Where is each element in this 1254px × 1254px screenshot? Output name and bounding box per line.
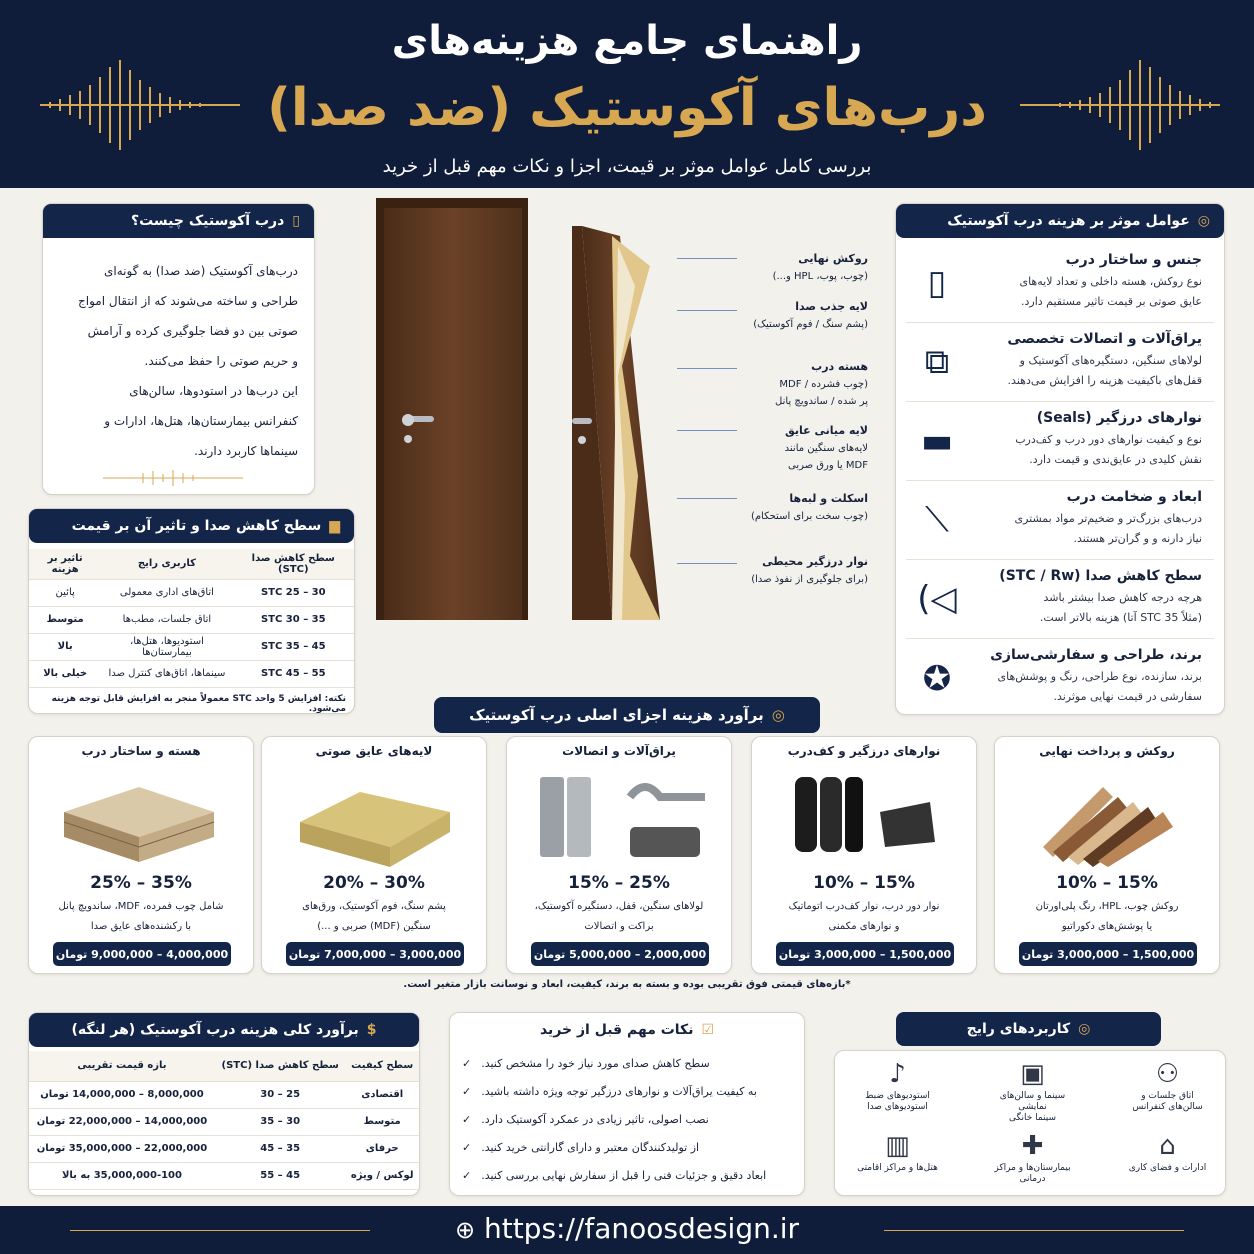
callout-line [677,310,737,311]
total-cell: 45 – 55 [215,1162,345,1189]
door-label-desc: (چوب سخت برای استحکام) [750,511,868,522]
factor-title: سطح کاهش صدا (STC / Rw) [999,568,1202,584]
cinema-icon: ▣ [1020,1059,1045,1089]
hotel-icon: ▥ [885,1131,910,1161]
stc-card [28,508,355,714]
part-title: لایه‌های عایق صوتی [315,744,433,758]
part-card [751,736,977,974]
stc-note: نکته: افزایش 5 واحد STC معمولاً منجر به افزایش قابل توجه هزینه می‌شود. [51,693,346,714]
check-icon: ✓ [462,1168,472,1182]
tips-card [449,1012,805,1196]
total-cell: 8,000,000 – 14,000,000 تومان [29,1081,215,1108]
title-line-2: درب‌های آکوستیک (ضد صدا) [267,78,987,138]
part-desc [752,897,976,937]
stc-col-header: کاربری رایج [101,549,232,579]
factor-desc: هرچه درجه کاهش صدا بیشتر باشد [1043,591,1202,604]
stc-col-header: تاثیر بر هزینه [29,549,101,579]
part-card [506,736,732,974]
factor-title: یراق‌آلات و اتصالات تخصصی [1007,331,1202,347]
what-is-header [43,204,314,238]
use-item [1120,1129,1215,1189]
factor-title: نوارهای درزگیر (Seals) [1036,410,1202,426]
door-label [785,422,868,474]
factors-header [896,204,1224,238]
door-label-title: نوار درزگیر محیطی [762,555,868,568]
stc-cell: سینماها، اتاق‌های کنترل صدا [101,660,232,687]
table-row [29,1108,419,1135]
factor-desc: (مثلاً STC 35 آتا) هزینه بالاتر است. [1039,611,1202,624]
check-icon: ✓ [462,1140,472,1154]
stc-cell: پائین [29,579,101,606]
tips-header [450,1013,804,1047]
part-desc-line: یا پوشش‌های دکوراتیو [1061,921,1153,932]
factor-title: برند، طراحی و سفارشی‌سازی [990,647,1202,663]
door-label-desc: (چوب، پوب، HPL و...) [772,271,868,282]
factors-card [895,203,1225,715]
total-cell: اقتصادی [345,1081,419,1108]
stc-header-row [29,549,354,579]
factor-desc: عایق صوتی بر قیمت تاثیر مستقیم دارد. [1020,295,1202,308]
total-col-header: بازه قیمت تقریبی [29,1051,215,1081]
use-label: هتل‌ها و مراکز اقامتی [857,1163,938,1173]
hinge-icon: ⧉ [924,342,950,382]
factor-title: جنس و ساختار درب [1065,252,1202,268]
total-card [28,1012,420,1196]
header-banner [0,0,1254,188]
meeting-icon: ⚇ [1155,1059,1180,1089]
stc-cell: اتاق‌های اداری معمولی [101,579,232,606]
check-icon: ✓ [462,1084,472,1098]
door-label-desc: (پشم سنگ / فوم آکوستیک) [753,319,868,330]
part-desc [29,897,253,937]
part-desc-line: لولاهای سنگین، قفل، دستگیره آکوستیک، [534,901,704,912]
title-line-1: راهنمای جامع هزینه‌های [391,18,863,64]
globe-icon: ⊕ [454,1216,476,1244]
part-desc-line: پشم سنگ، فوم آکوستیک، ورق‌های [302,901,446,912]
veneer-samples-icon [1033,767,1183,867]
seal-strips-icon [790,767,940,867]
total-cell: 30 – 35 [215,1108,345,1135]
door-label-title: هسته درب [811,360,868,373]
use-item [1120,1057,1215,1117]
stc-cell: STC 30 – 35 [233,606,354,633]
use-label: سینما و سالن‌های نمایشی سینما خانگی [999,1091,1066,1123]
what-is-title: درب آکوستیک چیست؟ [130,213,285,229]
door-label-title: لایه میانی عایق [784,424,868,437]
part-desc [262,897,486,937]
list-item [462,1133,792,1161]
parts-footnote: *بازه‌های قیمتی فوق تقریبی بوده و بسته به برند، کیفیت، ابعاد و نوسانت بازار متغیر است. [403,979,851,990]
check-icon: ✓ [462,1112,472,1126]
stc-table [29,549,354,688]
door-label [775,358,868,410]
total-cell: 22,000,000 – 35,000,000 تومان [29,1135,215,1162]
tip-text: به کیفیت یراق‌آلات و نوارهای درزگیر توجه ویژه داشته باشید. [481,1084,757,1098]
door-label [751,490,868,525]
part-card [261,736,487,974]
footer-link[interactable] [0,1212,1254,1245]
door-label-title: اسکلت و لبه‌ها [789,492,868,505]
total-title: برآورد کلی هزینه درب آکوستیک (هر لنگه) [71,1022,359,1038]
stc-col-header: سطح کاهش صدا (STC) [233,549,354,579]
table-row [29,1135,419,1162]
table-row [29,1081,419,1108]
total-col-header: سطح کیفیت [345,1051,419,1081]
door-label-desc: لایه‌های سنگین مانند MDF یا ورق صربی [784,443,868,471]
list-item [462,1077,792,1105]
total-cell: لوکس / ویژه [345,1162,419,1189]
table-row [29,1162,419,1189]
parts-title: برآورد هزینه اجزای اصلی درب آکوستیک [469,706,764,724]
list-item [462,1161,792,1189]
board-stack-icon [59,767,219,867]
what-is-line: صوتی بین دو فضا جلوگیری کرده و آرامش [87,324,298,338]
part-price: 4,000,000 – 9,000,000 تومان [53,942,231,966]
part-desc [507,897,731,937]
tip-text: ابعاد دقیق و جزئیات فنی را قبل از سفارش نهایی بررسی کنید. [481,1168,767,1182]
part-title: هسته و ساختار درب [81,744,201,758]
bar-chart-icon: ▆ [329,518,340,534]
total-header [29,1013,419,1047]
office-icon: ⌂ [1159,1131,1176,1161]
sound-icon: ◁) [917,579,957,619]
what-is-text [43,238,314,466]
callout-line [677,563,737,564]
factor-title: ابعاد و ضخامت درب [1066,489,1202,505]
total-cell: 35,000,000-100 به بالا [29,1162,215,1189]
coins-icon: ◎ [771,706,785,724]
part-desc-line: روکش چوب، HPL، رنگ پلی‌اورتان [1035,901,1179,912]
total-table [29,1051,419,1190]
door-label-title: لایه جذب صدا [795,300,868,313]
uses-title: کاربردهای رایج [966,1021,1071,1037]
part-percent: 15% – 25% [568,873,670,893]
part-percent: 10% – 15% [813,873,915,893]
factors-list [906,244,1214,714]
total-col-header: سطح کاهش صدا (STC) [215,1051,345,1081]
coins-icon: ◎ [1197,213,1210,229]
part-percent: 25% – 35% [90,873,192,893]
door-label-desc: (چوب فشرده / MDF پر شده / ساندویچ پانل [775,379,868,407]
part-price: 2,000,000 – 5,000,000 تومان [531,942,709,966]
stc-cell: اتاق جلسات، مطب‌ها [101,606,232,633]
callout-line [677,430,737,431]
part-desc-line: براکت و اتصالات [584,921,654,932]
part-card [28,736,254,974]
stc-cell: بالا [29,633,101,660]
checklist-icon: ☑ [701,1022,715,1038]
tips-title: نکات مهم قبل از خرید [539,1022,694,1038]
callout-line [677,368,737,369]
what-is-line: سینماها کاربرد دارند. [194,444,298,458]
tips-list [450,1047,804,1189]
stc-cell: متوسط [29,606,101,633]
factor-desc: لولاهای سنگین، دستگیره‌های آکوستیک و [1019,354,1202,367]
stc-cell: STC 35 – 45 [233,633,354,660]
factor-desc: نیاز دارنه و و گران‌تر هستند. [1073,532,1202,545]
table-row [29,579,354,606]
part-desc-line: سنگین (MDF) صربی و ...) [317,921,431,932]
use-label: اتاق جلسات و سالن‌های کنفرانس [1132,1091,1203,1112]
table-row [29,660,354,687]
part-desc-line: با رکشنده‌های عایق صدا [90,921,192,932]
use-item [850,1129,945,1189]
total-cell: 35 – 45 [215,1135,345,1162]
money-bag-icon: $ [366,1022,377,1038]
footer [0,1206,1254,1254]
callout-line [677,258,737,259]
stc-cell: STC 25 – 30 [233,579,354,606]
use-label: استودیوهای ضبط استودیوهای صدا [865,1091,930,1112]
part-price: 1,500,000 – 3,000,000 تومان [776,942,954,966]
callout-line [677,498,737,499]
what-is-line: این درب‌ها در استودوها، سالن‌های [129,384,298,398]
factor-desc: قفل‌های باکیفیت هزینه را افزایش می‌دهند. [1007,374,1202,387]
list-item [906,639,1214,718]
what-is-line: درب‌های آکوستیک (ضد صدا) به گونه‌ای [103,264,298,278]
list-item [906,402,1214,481]
total-cell: حرفای [345,1135,419,1162]
hospital-icon: ✚ [1021,1131,1044,1161]
parts-header [434,697,820,733]
check-icon: ✓ [462,1056,472,1070]
hardware-icon [535,767,705,867]
part-desc-line: شامل چوب فمرده، MDF، ساندویچ پانل [58,901,224,912]
factor-desc: برند، سازنده، نوع طراحی، رنگ و پوشش‌های [997,670,1202,683]
factor-desc: سفارشی در قیمت نهایی موثرند. [1053,690,1202,703]
uses-card [834,1050,1226,1196]
total-cell: 25 – 30 [215,1081,345,1108]
door-label [773,250,868,285]
what-is-line: طراحی و ساخته می‌شوند که از انتقال امواج [78,294,298,308]
list-item [906,560,1214,639]
door-icon: ▯ [927,263,947,303]
what-is-line: و حریم صوتی را حفظ می‌کنند. [144,354,298,368]
what-is-card [42,203,315,495]
uses-header [896,1012,1161,1046]
insulation-icon [300,767,450,867]
door-label-title: روکش نهایی [798,252,868,265]
table-row [29,606,354,633]
part-price: 1,500,000 – 3,000,000 تومان [1019,942,1197,966]
use-item [850,1057,945,1117]
stc-cell: STC 45 – 55 [233,660,354,687]
part-percent: 10% – 15% [1056,873,1158,893]
footer-url[interactable]: https://fanoosdesign.ir [483,1212,800,1245]
use-label: بیمارستان‌ها و مراکز درمانی [994,1163,1071,1184]
target-icon: ◎ [1078,1021,1091,1037]
stc-header [29,509,354,543]
tip-text: نصب اصولی، تاثیر زیادی در عمکرد آکوستیک دارد. [481,1112,709,1126]
door-label [751,553,868,588]
stc-cell: خیلی بالا [29,660,101,687]
microphone-icon: ♪ [889,1059,906,1089]
factor-desc: نوع روکش، هسته داخلی و تعداد لایه‌های [1019,275,1202,288]
factor-desc: درب‌های بزرگ‌تر و ضخیم‌تر مواد بمشتری [1014,512,1202,525]
total-header-row [29,1051,419,1081]
part-price: 3,000,000 – 7,000,000 تومان [286,942,464,966]
list-item [906,481,1214,560]
part-card [994,736,1220,974]
list-item [462,1105,792,1133]
factor-desc: نوع و کیفیت نوارهای دور درب و کف‌درب [1015,433,1202,446]
total-cell: 14,000,000 – 22,000,000 تومان [29,1108,215,1135]
part-title: روکش و پرداخت نهایی [1039,744,1175,758]
part-percent: 20% – 30% [323,873,425,893]
tip-text: از تولیدکنندگان معتبر و دارای گارانتی خرید کنید. [481,1140,700,1154]
door-label-desc: (برای جلوگیری از نفوذ صدا) [751,574,868,585]
list-item [462,1049,792,1077]
small-wave-icon [103,470,243,486]
seal-icon: ▬ [920,421,954,461]
use-label: ادارات و فضای کاری [1128,1163,1207,1173]
total-cell: متوسط [345,1108,419,1135]
factor-desc: نقش کلیدی در عایق‌ندی و قیمت دارد. [1029,453,1202,466]
ruler-icon: ⟋ [925,500,949,540]
what-is-line: کنفرانس بیمارستان‌ها، هتل‌ها، ادارات و [104,414,298,428]
stc-cell: استودیوها، هتل‌ها، بیمارستان‌ها [101,633,232,660]
part-desc [995,897,1219,937]
door-label [753,298,868,333]
use-item [985,1057,1080,1123]
tip-text: سطح کاهش صدای مورد نیاز خود را مشخص کنید. [481,1056,710,1070]
table-row [29,633,354,660]
part-desc-line: و نوارهای مکمنی [828,921,900,932]
factors-title: عوامل موثر بر هزینه درب آکوستیک [947,213,1190,229]
subtitle: بررسی کامل عوامل موثر بر قیمت، اجزا و نکات مهم قبل از خرید [382,156,872,177]
award-icon: ✪ [922,658,952,699]
list-item [906,244,1214,323]
part-title: نوارهای درزگیر و کف‌درب [787,744,941,758]
part-desc-line: نوار دور درب، نوار کف‌درب اتوماتیک [788,901,940,912]
list-item [906,323,1214,402]
door-question-icon: ▯ [292,213,300,229]
stc-title: سطح کاهش صدا و تاثیر آن بر قیمت [71,518,322,534]
part-title: یراق‌آلات و اتصالات [562,744,676,758]
use-item [985,1129,1080,1189]
